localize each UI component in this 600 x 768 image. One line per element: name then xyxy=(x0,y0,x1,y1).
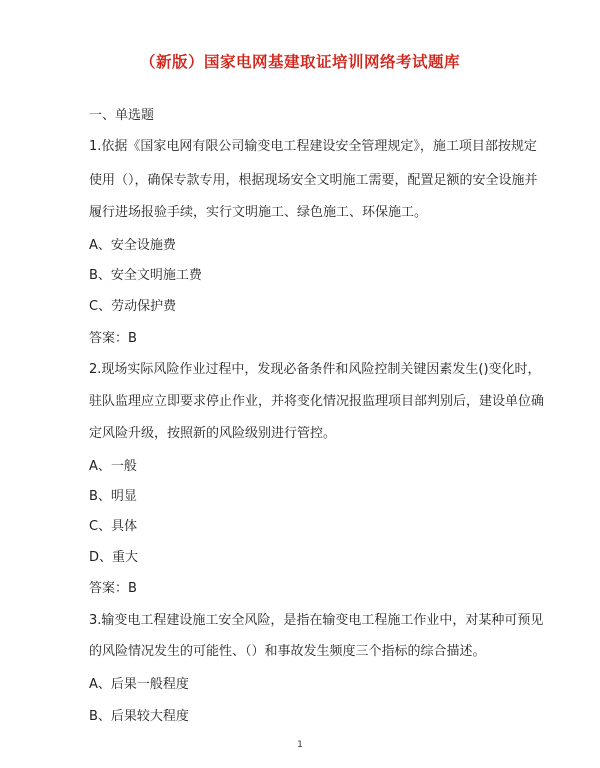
question-1-line-3: 履行进场报验手续，实行文明施工、绿色施工、环保施工。 xyxy=(89,205,428,220)
question-2-option-b: B、明显 xyxy=(89,489,137,504)
question-1-line-1: 1.依据《国家电网有限公司输变电工程建设安全管理规定》，施工项目部按规定 xyxy=(89,139,537,154)
question-1-line-2: 使用（），确保专款专用，根据现场安全文明施工需要，配置足额的安全设施并 xyxy=(89,173,538,188)
question-2-line-1: 2.现场实际风险作业过程中，发现必备条件和风险控制关键因素发生()变化时， xyxy=(89,362,541,377)
question-3-option-a: A、后果一般程度 xyxy=(89,677,189,692)
section-heading: 一、单选题 xyxy=(89,108,155,123)
question-2-option-d: D、重大 xyxy=(89,550,139,565)
question-2-line-2: 驻队监理应立即要求停止作业，并将变化情况报监理项目部判别后，建设单位确 xyxy=(89,394,545,409)
question-3-line-1: 3.输变电工程建设施工安全风险，是指在输变电工程施工作业中，对某种可预见 xyxy=(89,613,544,628)
question-1-option-c: C、劳动保护费 xyxy=(89,299,177,314)
document-title: （新版）国家电网基建取证培训网络考试题库 xyxy=(139,53,460,71)
question-1-option-a: A、安全设施费 xyxy=(89,238,176,253)
question-1-option-b: B、安全文明施工费 xyxy=(89,268,202,283)
question-1-answer: 答案：B xyxy=(89,331,137,346)
page-number: 1 xyxy=(297,740,303,750)
question-2-answer: 答案：B xyxy=(89,581,137,596)
question-3-option-b: B、后果较大程度 xyxy=(89,709,189,724)
question-2-line-3: 定风险升级，按照新的风险级别进行管控。 xyxy=(89,426,337,441)
question-2-option-a: A、一般 xyxy=(89,459,137,474)
question-3-line-2: 的风险情况发生的可能性、（）和事故发生频度三个指标的综合描述。 xyxy=(89,644,486,659)
question-2-option-c: C、具体 xyxy=(89,519,138,534)
